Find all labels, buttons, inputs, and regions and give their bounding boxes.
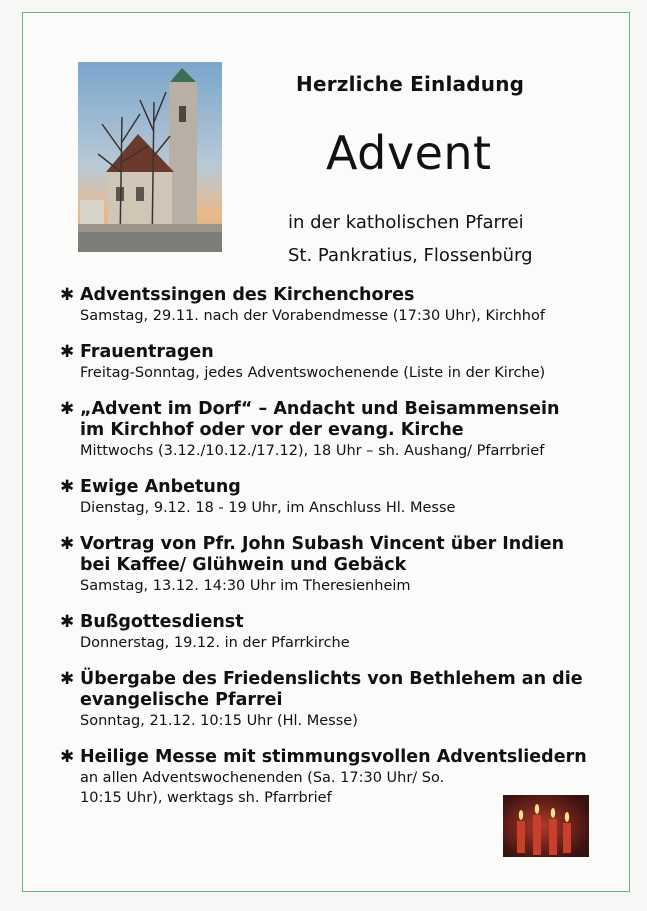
bullet-star-icon: ✱ (60, 342, 75, 362)
event-title: Frauentragen (80, 342, 214, 362)
church-photo (78, 62, 222, 252)
event-detail: 10:15 Uhr), werktags sh. Pfarrbrief (80, 790, 332, 806)
event-item (60, 612, 620, 653)
bullet-star-icon (60, 420, 80, 441)
event-title: Adventssingen des Kirchenchores (80, 285, 415, 305)
event-item (60, 669, 620, 731)
event-detail: Samstag, 13.12. 14:30 Uhr im Theresienheim (80, 578, 411, 594)
event-title-row (60, 669, 620, 690)
event-title-row (60, 342, 620, 363)
event-detail: Dienstag, 9.12. 18 - 19 Uhr, im Anschluss Hl. Messe (80, 500, 456, 516)
event-title-row (60, 612, 620, 633)
candles-photo (503, 795, 589, 857)
event-title: evangelische Pfarrei (80, 690, 283, 710)
event-title: bei Kaffee/ Glühwein und Gebäck (80, 555, 407, 575)
event-list (60, 285, 620, 824)
event-detail: Donnerstag, 19.12. in der Pfarrkirche (80, 635, 350, 651)
event-detail: Mittwochs (3.12./10.12./17.12), 18 Uhr – sh. Aushang/ Pfarrbrief (80, 443, 545, 459)
event-detail: an allen Adventswochenenden (Sa. 17:30 Uhr/ So. (80, 770, 445, 786)
bullet-star-icon: ✱ (60, 612, 75, 632)
event-title-row (60, 420, 620, 441)
event-title-row (60, 399, 620, 420)
event-item (60, 399, 620, 461)
event-title-row (60, 285, 620, 306)
bullet-star-icon (60, 555, 80, 576)
subtitle-line-1: in der katholischen Pfarrei (288, 212, 524, 233)
event-item (60, 534, 620, 596)
bullet-star-icon: ✱ (60, 477, 75, 497)
event-title: Heilige Messe mit stimmungsvollen Adventsliedern (80, 747, 587, 767)
event-title: Bußgottesdienst (80, 612, 244, 632)
event-title-row (60, 747, 620, 768)
event-detail: Sonntag, 21.12. 10:15 Uhr (Hl. Messe) (80, 713, 358, 729)
event-title-row (60, 555, 620, 576)
bullet-star-icon (60, 690, 80, 711)
event-item (60, 285, 620, 326)
bullet-star-icon: ✱ (60, 285, 75, 305)
event-title: Vortrag von Pfr. John Subash Vincent über Indien (80, 534, 565, 554)
event-title-row (60, 690, 620, 711)
subtitle-line-2: St. Pankratius, Flossenbürg (288, 245, 533, 266)
invitation-heading: Herzliche Einladung (296, 72, 525, 96)
event-title-row (60, 534, 620, 555)
event-title: im Kirchhof oder vor der evang. Kirche (80, 420, 464, 440)
bullet-star-icon: ✱ (60, 747, 75, 767)
event-detail: Freitag-Sonntag, jedes Adventswochenende (Liste in der Kirche) (80, 365, 546, 381)
page-title: Advent (326, 126, 492, 180)
event-title: Ewige Anbetung (80, 477, 241, 497)
event-detail: Samstag, 29.11. nach der Vorabendmesse (17:30 Uhr), Kirchhof (80, 308, 545, 324)
event-item (60, 477, 620, 518)
bullet-star-icon: ✱ (60, 669, 75, 689)
event-item (60, 342, 620, 383)
bullet-star-icon: ✱ (60, 534, 75, 554)
event-title: Übergabe des Friedenslichts von Bethlehem an die (80, 669, 583, 689)
event-title: „Advent im Dorf“ – Andacht und Beisammensein (80, 399, 560, 419)
bullet-star-icon: ✱ (60, 399, 75, 419)
event-title-row (60, 477, 620, 498)
